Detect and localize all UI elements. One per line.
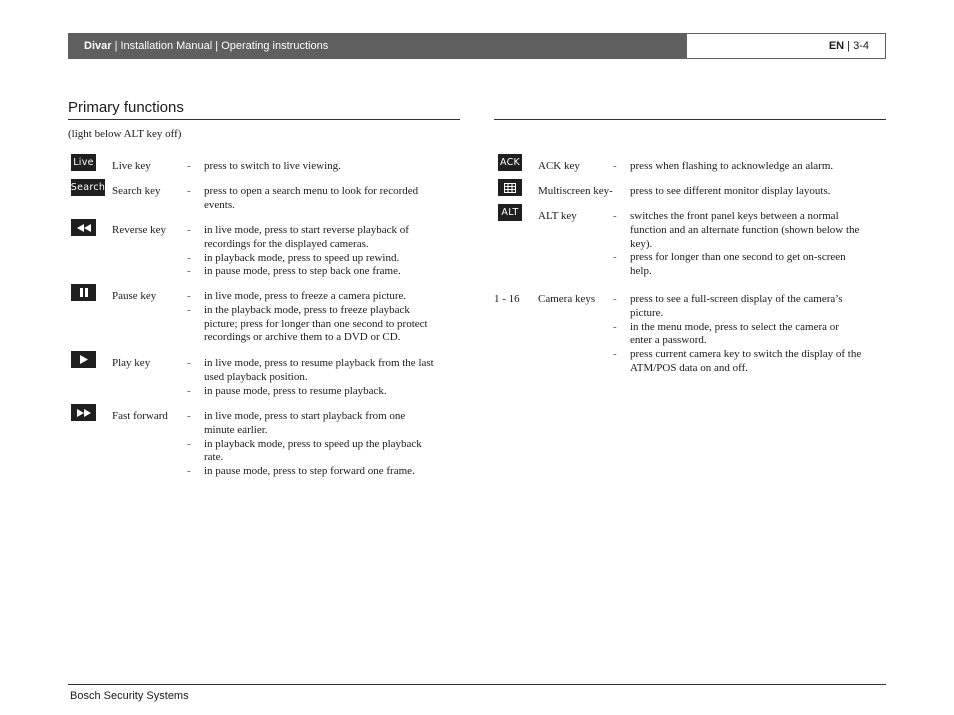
key-name-fast-forward: Fast forward (112, 410, 168, 422)
key-name-reverse: Reverse key (112, 224, 167, 236)
description-line: in playback mode, press to speed up the playback (204, 437, 422, 450)
description-line: in the menu mode, press to select the camera or (630, 320, 839, 333)
description-line: press to open a search menu to look for recorded (204, 185, 419, 197)
key-name-alt: ALT key (538, 210, 577, 222)
bullet-dash: - (613, 293, 617, 305)
description-line: recordings or archive them to a DVD or CD. (204, 331, 401, 344)
description-line: minute earlier. (204, 423, 268, 436)
description-line: in pause mode, press to resume playback. (204, 384, 387, 397)
description-line: function and an alternate function (shown below the (630, 223, 860, 236)
description-line: enter a password. (630, 334, 707, 347)
play-icon (71, 351, 96, 368)
ack-key-icon: ACK (498, 154, 522, 171)
description-line: key). (630, 237, 653, 250)
bullet-dash: - (187, 303, 191, 316)
header-title-bar (68, 33, 687, 59)
key-name-play: Play key (112, 357, 151, 369)
bullet-dash: - (187, 290, 191, 302)
description-line: in live mode, press to resume playback from the last (204, 357, 434, 369)
search-key-icon: Search (71, 179, 105, 196)
bullet-dash: - (613, 348, 617, 361)
bullet-dash: - (187, 185, 191, 197)
description-line: help. (630, 265, 652, 278)
section-title: Primary functions (68, 99, 184, 116)
description-line: in live mode, press to start reverse playback of (204, 224, 409, 236)
description-line: press to switch to live viewing. (204, 160, 341, 172)
description-line: recordings for the displayed cameras. (204, 237, 369, 250)
bullet-dash: - (613, 210, 617, 222)
description-line: ATM/POS data on and off. (630, 362, 749, 374)
key-name-live: Live key (112, 160, 151, 172)
description-line: picture. (630, 306, 664, 319)
bullet-dash: - (187, 437, 191, 450)
bullet-dash: - (187, 410, 191, 422)
description-line: in pause mode, press to step back one frame. (204, 265, 401, 278)
description-line: used playback position. (204, 370, 308, 383)
key-name-search: Search key (112, 185, 161, 197)
description-line: events. (204, 198, 235, 211)
description-line: press to see a full-screen display of the camera’s (630, 293, 843, 305)
description-line: press for longer than one second to get on-screen (630, 251, 846, 264)
bullet-dash: - (187, 160, 191, 172)
product-name: Divar (84, 40, 112, 52)
alt-key-icon: ALT (498, 204, 522, 221)
section-rule-right (494, 119, 886, 120)
live-key-icon: Live (71, 154, 96, 171)
key-name-ack: ACK key (538, 160, 580, 172)
pause-icon (71, 284, 96, 301)
description-line: press when flashing to acknowledge an alarm. (630, 160, 834, 172)
bullet-dash: - (613, 251, 617, 264)
description-line: press current camera key to switch the display of the (630, 348, 862, 361)
document-title: | Installation Manual | Operating instructions (111, 40, 329, 52)
section-rule-left (68, 119, 460, 120)
footer-rule (68, 684, 886, 685)
description-line: in live mode, press to start playback from one (204, 410, 406, 422)
bullet-dash: - (187, 357, 191, 369)
language-code: EN (828, 40, 845, 52)
description-line: press to see different monitor display layouts. (630, 185, 831, 197)
fast-forward-icon (71, 404, 96, 421)
key-name-pause: Pause key (112, 290, 157, 302)
multiscreen-icon (498, 179, 522, 196)
bullet-dash: - (187, 251, 191, 264)
description-line: switches the front panel keys between a normal (630, 210, 839, 222)
bullet-dash: - (187, 265, 191, 278)
bullet-dash: - (613, 160, 617, 172)
description-line: in pause mode, press to step forward one frame. (204, 465, 415, 478)
header-page-box (687, 33, 886, 59)
description-line: in the playback mode, press to freeze playback (204, 303, 410, 316)
section-note: (light below ALT key off) (68, 128, 182, 140)
key-name-camera: Camera keys (538, 293, 596, 305)
bullet-dash: - (187, 224, 191, 236)
description-line: in playback mode, press to speed up rewind. (204, 251, 400, 264)
description-line: rate. (204, 451, 224, 464)
description-line: picture; press for longer than one second to protect (204, 317, 428, 330)
bullet-dash: - (613, 320, 617, 333)
bullet-dash: - (187, 384, 191, 397)
page-number: | 3-4 (844, 40, 869, 52)
rewind-icon (71, 219, 96, 236)
bullet-dash: - (187, 465, 191, 478)
footer-company: Bosch Security Systems (70, 690, 189, 702)
camera-keys-range: 1 - 16 (494, 293, 520, 305)
key-name-multiscreen: Multiscreen key- (538, 185, 613, 197)
description-line: in live mode, press to freeze a camera picture. (204, 290, 407, 302)
